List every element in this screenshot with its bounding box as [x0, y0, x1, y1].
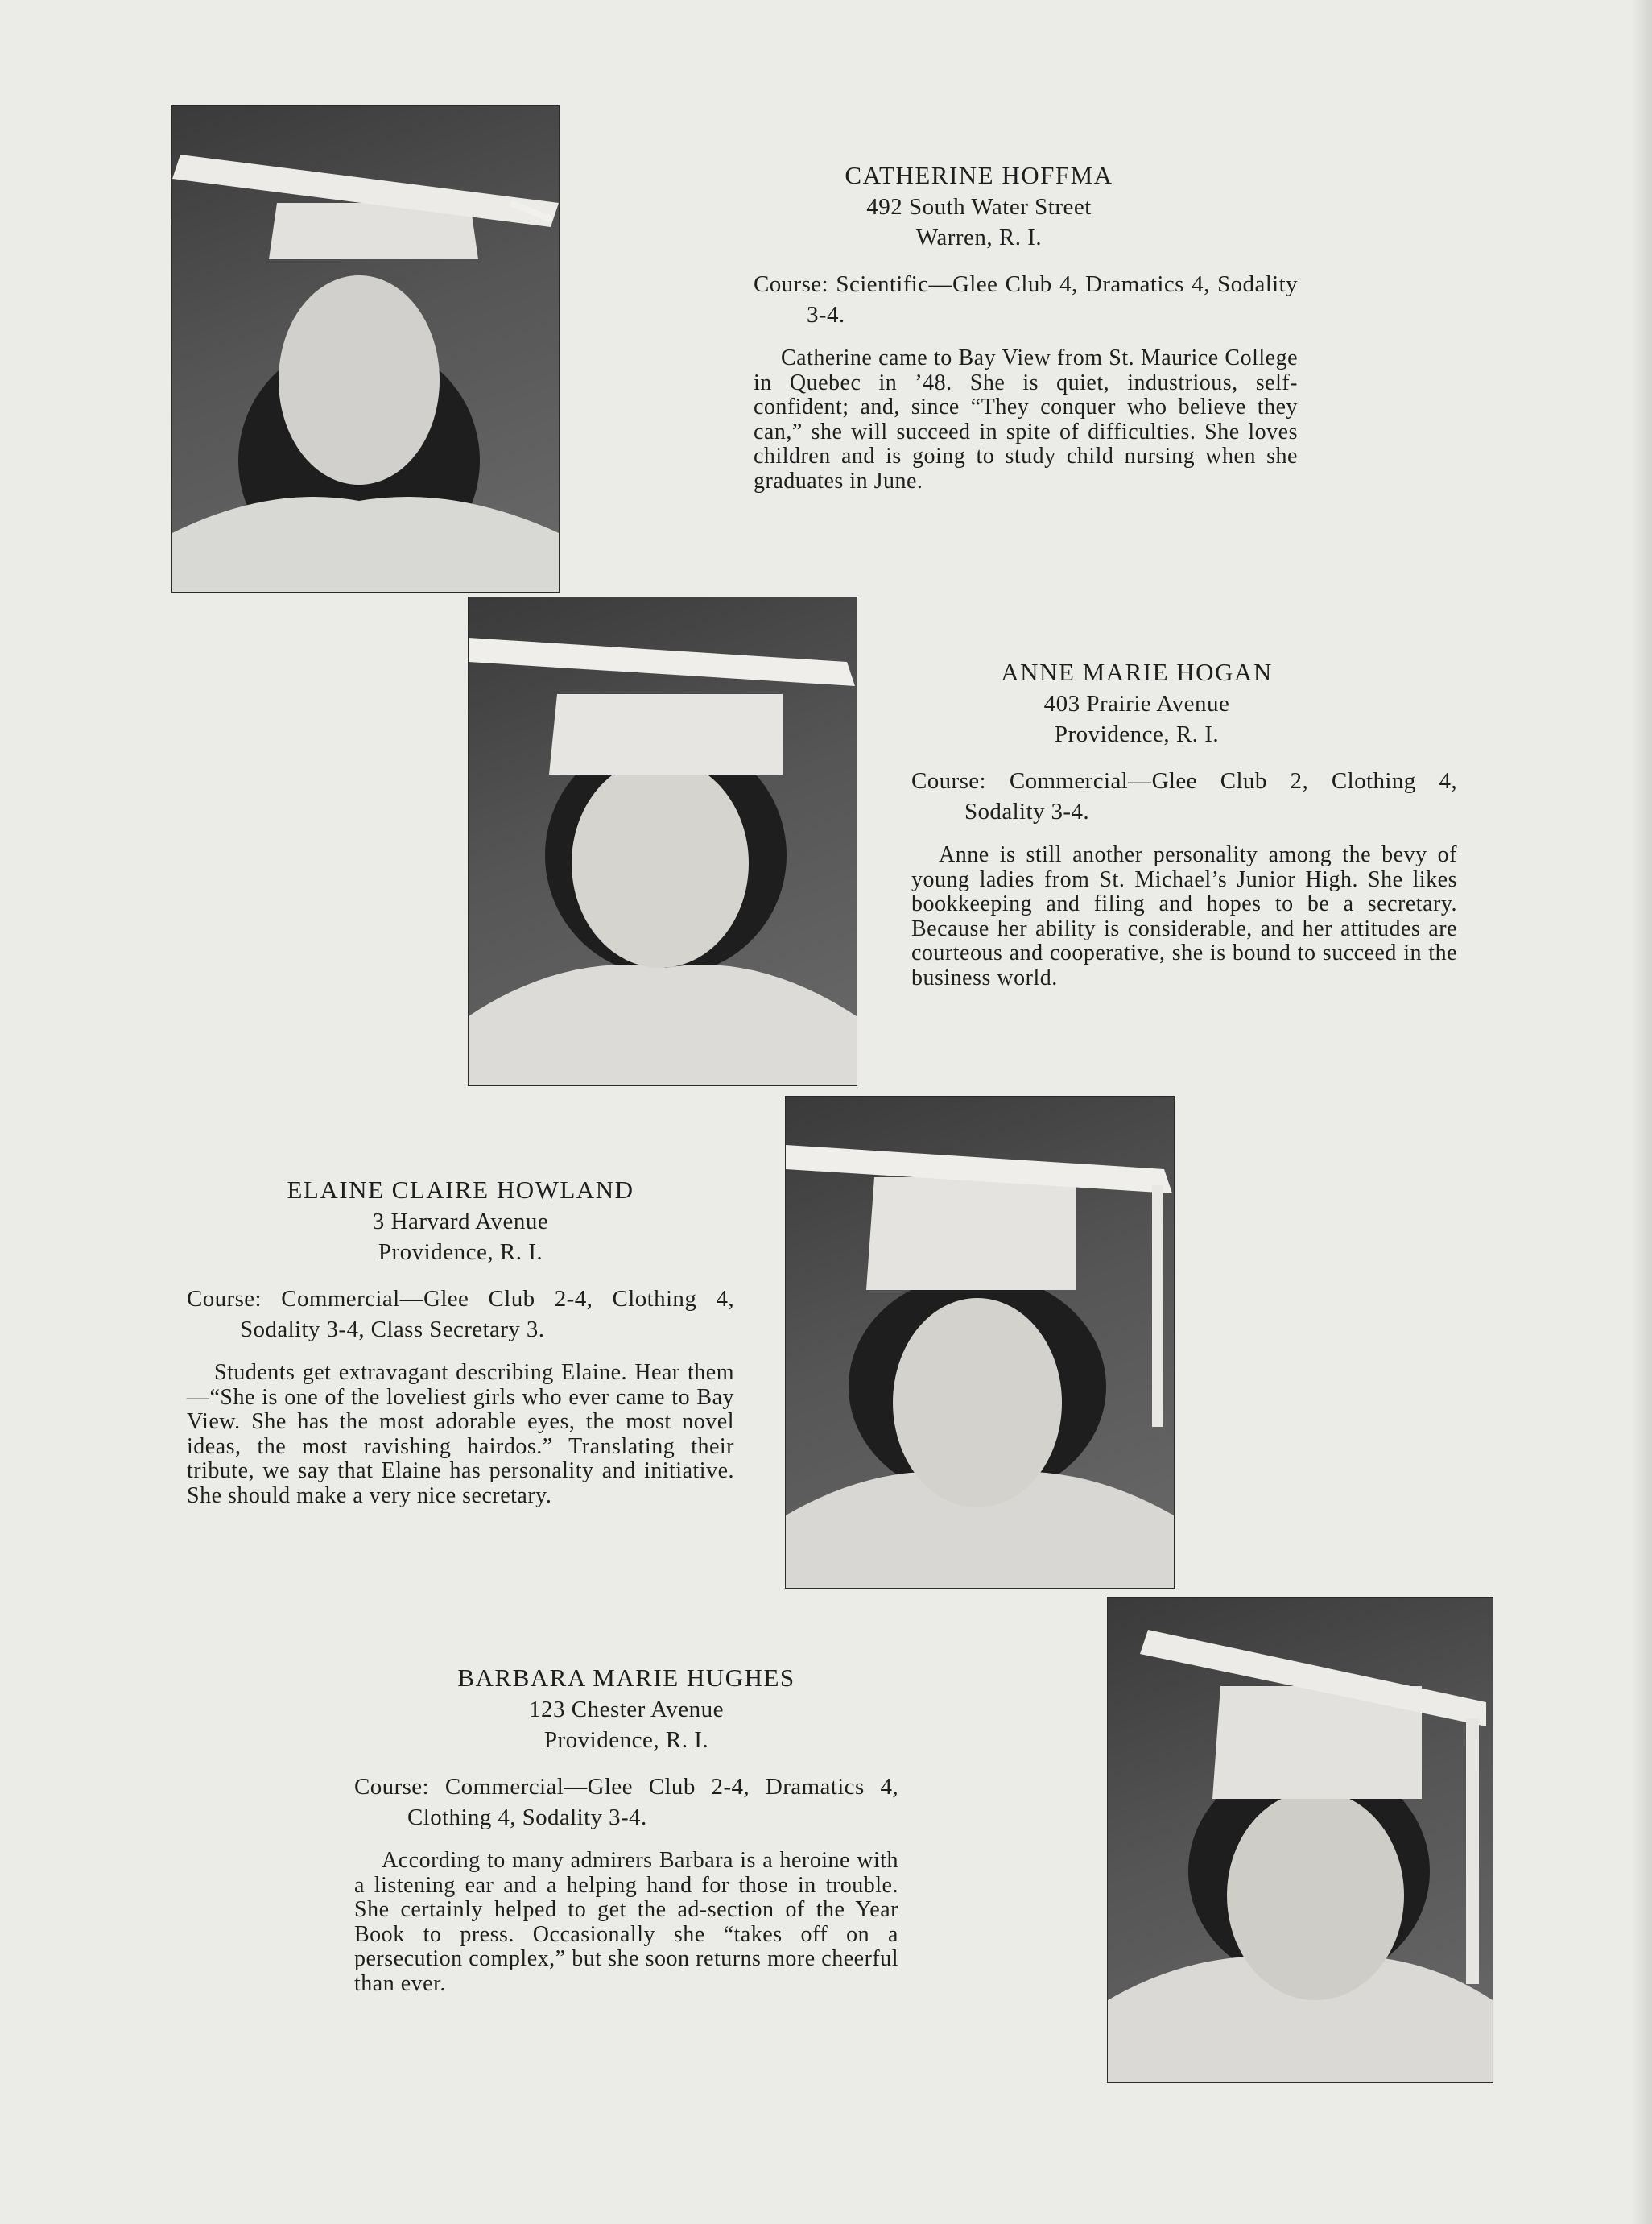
student-name: ELAINE CLAIRE HOWLAND [287, 1176, 634, 1204]
portrait-photo-anne-marie-hogan [469, 597, 857, 1085]
student-city: Providence, R. I. [1054, 721, 1220, 747]
student-course: Course: Commercial—Glee Club 2-4, Clothing 4, Sodality 3-4, Class Secretary 3. [187, 1286, 734, 1342]
student-bio: Catherine came to Bay View from St. Maurice College in Quebec in ’48. She is quiet, industrious, self-confident; and, since “They conquer who believe they can,” she will succeed in spite of difficulties. She loves children and is going to study child nursing when she graduates in June. [754, 345, 1298, 494]
page-edge-shadow [1631, 0, 1652, 2224]
student-bio: According to many admirers Barbara is a heroine with a listening ear and a helping hand for those in trouble. She certainly helped to get the ad-section of the Year Book to press. Occasionally she “takes off on a persecution complex,” but she soon returns more cheerful than ever. [354, 1848, 898, 1996]
student-city: Warren, R. I. [915, 225, 1043, 250]
portrait-photo-elaine-claire-howland [786, 1097, 1174, 1588]
student-entry-barbara-marie-hughes [354, 1662, 898, 1996]
student-entry-anne-marie-hogan [911, 656, 1457, 990]
student-course: Course: Commercial—Glee Club 2-4, Dramatics 4, Clothing 4, Sodality 3-4. [354, 1774, 898, 1830]
student-street: 492 South Water Street [866, 194, 1092, 220]
student-street: 3 Harvard Avenue [372, 1209, 549, 1234]
portrait-photo-catherine-hoffma [172, 106, 559, 592]
student-bio: Anne is still another personality among the bevy of young ladies from St. Michael’s Junior High. She likes bookkeeping and filing and hopes to be a secretary. Because her ability is considerable, and her attitudes are courteous and cooperative, she is bound to succeed in the business world. [911, 842, 1457, 990]
student-street: 403 Prairie Avenue [1043, 691, 1230, 717]
student-name: BARBARA MARIE HUGHES [457, 1664, 795, 1692]
student-city: Providence, R. I. [543, 1727, 709, 1753]
student-course: Course: Commercial—Glee Club 2, Clothing 4, Sodality 3-4. [911, 768, 1457, 825]
student-entry-catherine-hoffma [754, 159, 1298, 494]
student-course: Course: Scientific—Glee Club 4, Dramatics 4, Sodality 3-4. [754, 271, 1298, 328]
student-entry-elaine-claire-howland [187, 1174, 734, 1508]
portrait-photo-barbara-marie-hughes [1108, 1598, 1493, 2082]
student-name: CATHERINE HOFFMA [845, 161, 1113, 189]
student-city: Providence, R. I. [378, 1239, 543, 1265]
student-bio: Students get extravagant describing Elaine. Hear them—“She is one of the loveliest girls who ever came to Bay View. She has the most adorable eyes, the most novel ideas, the most ravishing hairdos.” Translating their tribute, we say that Elaine has personality and initiative. She should make a very nice secretary. [187, 1360, 734, 1508]
student-name: ANNE MARIE HOGAN [1001, 658, 1273, 686]
student-street: 123 Chester Avenue [528, 1697, 725, 1722]
